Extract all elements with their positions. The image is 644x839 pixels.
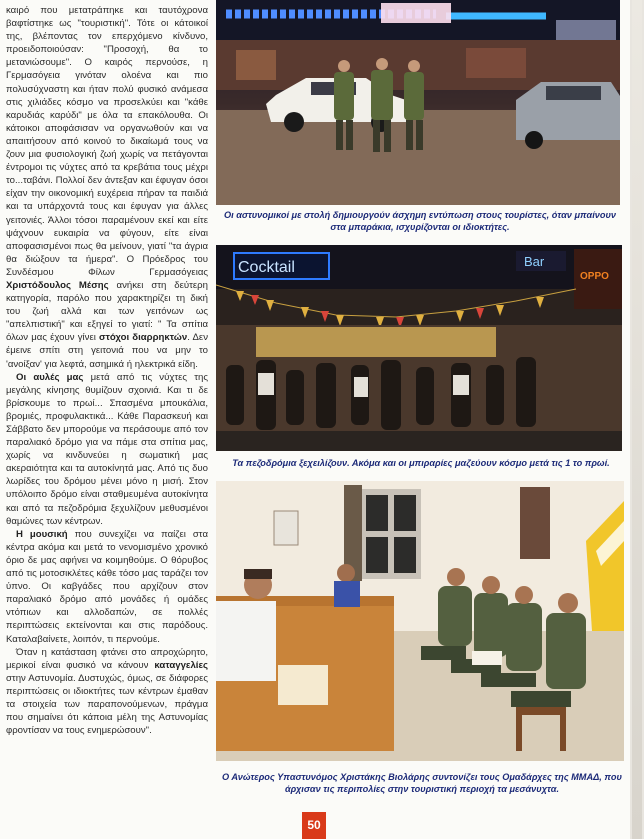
photo-caption: Τα πεζοδρόμια ξεχειλίζουν. Ακόμα και οι μπιραρίες μαζεύουν κόσμο μετά τις 1 το πρωί. bbox=[232, 458, 610, 468]
paragraph-text: που συνεχίζει να παίζει στα κέντρα ακόμα και μετά το νενομισμένο χρονικό όριο δε μας αφήνει να κοιμηθούμε. Ο θόρυβος από τις μοτοσικλέτες κάθε τόσο μας ταράζει τον ύπνο. Οι καβγάδες που αρχίζουν στον παραλιακό δρόμο από μονάδες ή ομάδες ντόπιων και αλλοδαπών, σε πολλές περιπτώσεις εκτείνονται και στις παρόδους. Καταλαβαίνετε, λοιπόν, τι περνούμε. bbox=[6, 528, 208, 645]
article-paragraph bbox=[6, 646, 208, 738]
paragraph-text: ανήκει στη δεύτερη κατηγορία, παρόλο που χαρακτηρίζει τη δική του ζωή αλλά και των γειτόνων ως "απελπιστική" και εξηγεί το γιατί: " Τα σπίτια όλων μας έχουν γίνει bbox=[6, 279, 208, 344]
photo-caption: Ο Ανώτερος Υπαστυνόμος Χριστάκης Βιολάρης συντονίζει τους Ομαδάρχες της ΜΜΑΔ, που άρχισαν τις περιπολίες στην τουριστική περιοχή τα μεσάνυχτα. bbox=[222, 772, 622, 795]
cocktail-bar-image bbox=[216, 245, 622, 451]
photo-police-patrol bbox=[216, 0, 620, 205]
page-edge bbox=[630, 0, 644, 839]
photo-caption: Οι αστυνομικοί με στολή δημιουργούν άσχημη εντύπωση στους τουρίστες, όταν μπαίνουν στα μπαράκια, ισχυρίζονται οι ιδιοκτήτες. bbox=[223, 210, 617, 233]
bold-phrase: Οι αυλές μας bbox=[16, 371, 84, 383]
bold-phrase: στόχοι διαρρηκτών bbox=[99, 332, 188, 344]
paragraph-text: . Δεν έμεινε σπίτι στη γειτονιά που να μην το 'ανοίξαν' για λεφτά, ασημικά ή ηλεκτρικά είδη. bbox=[6, 332, 208, 370]
article-paragraph bbox=[6, 371, 208, 528]
article-paragraph bbox=[6, 528, 208, 646]
oppo-sign: OPPO bbox=[580, 271, 609, 282]
page-number: 50 bbox=[302, 812, 326, 839]
police-patrol-image bbox=[216, 0, 620, 205]
photo-cocktail-bar bbox=[216, 245, 622, 451]
paragraph-text: μετά από τις νύχτες της μεγάλης κίνησης θυμίζουν σχοινιά. Και τι δε βρίσκουμε το πρωί... Σπασμένα μπουκάλια, βρομιές, προφυλακτικά... Κάθε Παρασκευή και Σάββατο δεν μπορούμε να περάσουμε από τον παραλιακό δρόμο για να πάμε στα σπίτια μας, χωρίς να κινδυνεύει η σωματική μας ακεραιότητα και τα αυτοκίνητά μας. Από τις δυο λωρίδες του δρόμου μένει μόνο η μισή. Στον υπόλοιπο δρόμο είναι σταθμευμένα αυτοκίνητα και από τα πεζοδρόμια ξεχυλίζουν μεθυσμένοι θαμώνες των κέντρων. bbox=[6, 371, 208, 527]
paragraph-text: στην Αστυνομία. Δυστυχώς, όμως, σε διάφορες περιπτώσεις οι ιδιοκτήτες των κέντρων έμαθαν τα στοιχεία των παραπονούμενων, πράγμα που σημαίνει ότι κάποια μέλη της Αστυνομίας φροντίσαν να τους ενημερώσουν". bbox=[6, 672, 208, 737]
bold-phrase: Η μουσική bbox=[16, 528, 68, 540]
paragraph-text: Όταν η κατάσταση φτάνει στο απροχώρητο, μερικοί είναι φυσικό να κάνουν bbox=[6, 646, 208, 671]
bar-sign: Bar bbox=[524, 254, 545, 269]
police-meeting-image bbox=[216, 481, 624, 761]
article-text-column bbox=[6, 4, 208, 737]
article-paragraph bbox=[6, 4, 208, 371]
cocktail-sign: Cocktail bbox=[238, 259, 295, 276]
photo-police-meeting bbox=[216, 481, 624, 761]
person-name: Χριστόδουλος Μέσης bbox=[6, 279, 109, 291]
bold-phrase: καταγγελίες bbox=[154, 659, 208, 671]
paragraph-text: καιρό που μετατράπηκε και ταυτόχρονα βαφτίστηκε ως "τουριστική". Τότε οι κάτοικοί της, βλέποντας τον επερχόμενο κίνδυνο, προειδοποιούσαν: "Προσοχή, θα το μετανιώσουμε". Ο καιρός περνούσε, η Γερμασόγεια γινόταν ολοένα και πιο πολυσύχναστη και ήταν πολύ φυσικό ανάμεσα στις χιλιάδες κόσμο να προσελκύει και "κάθε καρυδιάς καρύδι" με όλα τα επακόλουθα. Οι κάτοικοι αποφάσισαν να οργανωθούν και να απαιτήσουν από κοινού το δικαίωμά τους να ζουν μια φυσιολογική ζωή χωρίς να πετάγονται έντρομοι τις νύχτες από τα κρεβάτια τους μέχρι το...ταβάνι. Πολλοί δεν άντεξαν και έφυγαν όσοι είχαν την οικονομική ευχέρεια πήραν τα παιδιά και τα υπάρχοντά τους και έφυγαν για άλλες γειτονιές. Άλλοι τόσοι παραμένουν εκεί και είτε ψάχνουν ευκαιρία να φύγουν, είτε είναι αποφασισμένοι πως θα μείνουν, γιατί "τα άγρια θα διώξουν τα ήμερα". Ο Πρόεδρος του Συνδέσμου Φίλων Γερμασόγειας bbox=[6, 5, 208, 278]
